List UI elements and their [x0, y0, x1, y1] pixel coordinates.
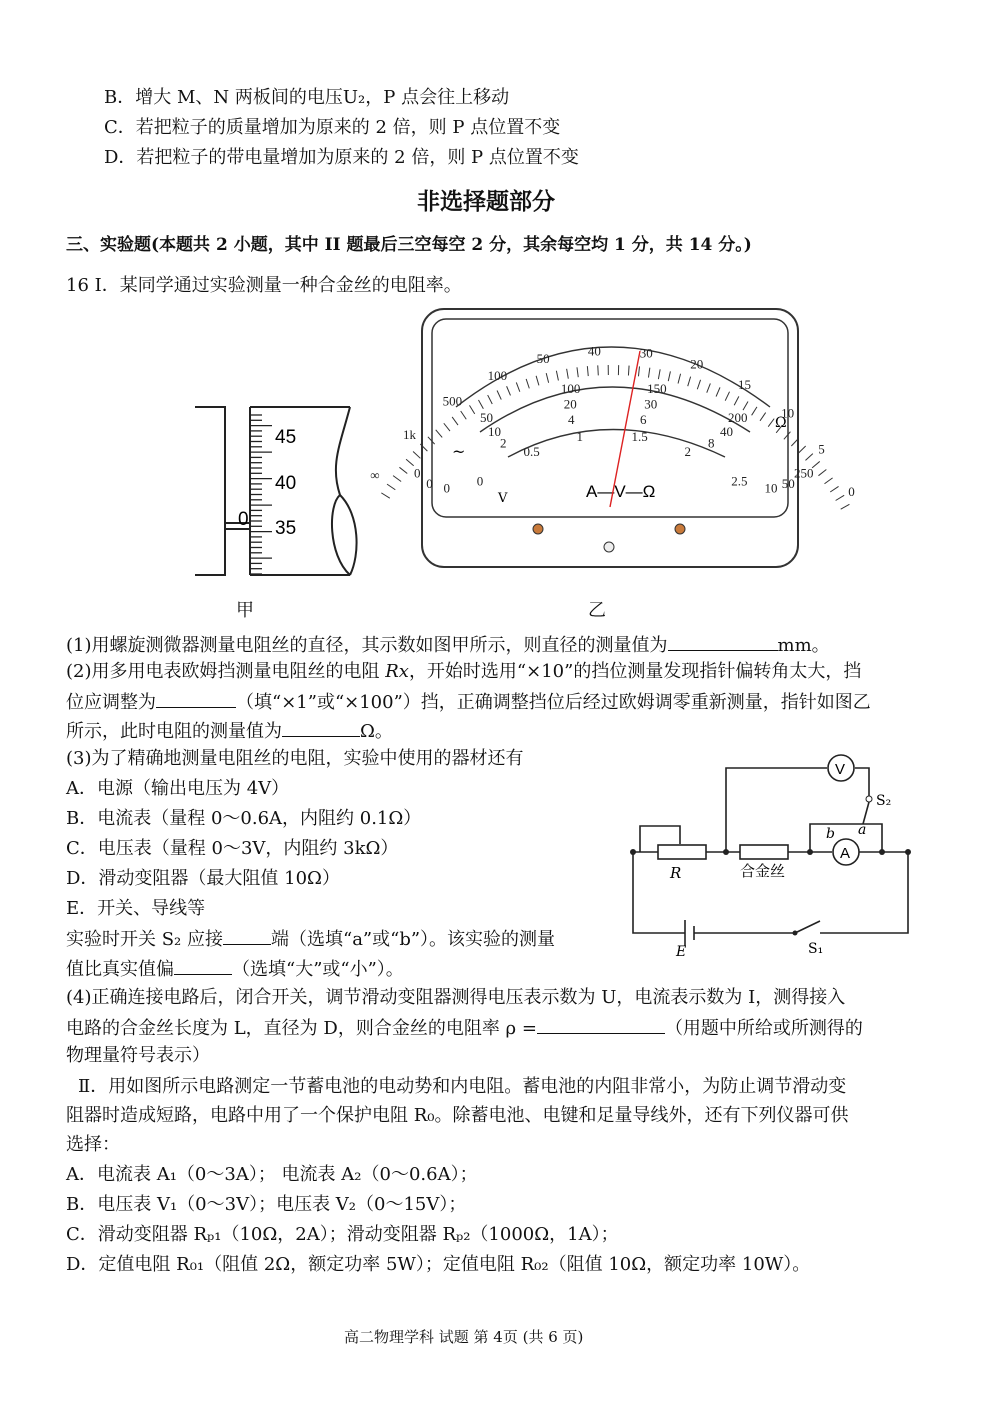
- instrument-item: B．电压表 V₁（0～3V）；电压表 V₂（0～15V）；: [66, 1194, 467, 1215]
- question-16-intro: 16 Ⅰ．某同学通过实验测量一种合金丝的电阻率。: [66, 275, 462, 296]
- ac-scale-label: 2: [684, 444, 692, 460]
- dc-scale-label: 100: [560, 380, 581, 396]
- ac-scale-label: 2.5: [731, 473, 748, 489]
- q3-text: （选填“大”或“小”）。: [232, 959, 404, 980]
- meter-label: A—V—Ω: [586, 482, 656, 501]
- ohm-scale-label: 5: [818, 441, 825, 457]
- ac-scale-label: 0: [476, 473, 484, 489]
- figure-caption-jia: 甲: [236, 600, 254, 621]
- dc-scale-label: 0: [414, 465, 421, 481]
- ohm-scale-label: 1k: [403, 427, 417, 443]
- ohm-scale-label: 0: [848, 484, 855, 499]
- alloy-wire-label: 合金丝: [740, 862, 786, 880]
- option-d: D．若把粒子的带电量增加为原来的 2 倍，则 P 点位置不变: [104, 147, 579, 168]
- question-2-line-3: [66, 718, 393, 744]
- ac-symbol: ~: [452, 442, 466, 461]
- ohm-scale-label: ∞: [370, 467, 380, 483]
- ohm-scale-label: 20: [690, 356, 704, 372]
- v-symbol: V: [498, 491, 508, 506]
- equipment-item: A．电源（输出电压为 4V）: [66, 778, 290, 799]
- q2-text: (2)用多用电表欧姆挡测量电阻丝的电阻: [66, 661, 386, 682]
- ohm-scale-label: 50: [536, 351, 550, 367]
- ac-scale-label: 1: [576, 428, 583, 444]
- q2-text: Ω。: [360, 721, 393, 742]
- dc-scale-label: 4: [567, 412, 575, 428]
- equipment-item: D．滑动变阻器（最大阻值 10Ω）: [66, 868, 340, 889]
- answer-blank[interactable]: [156, 689, 236, 708]
- q1-unit: mm。: [777, 635, 830, 656]
- terminal-a-label: a: [858, 822, 867, 838]
- switch-s2-label: S₂: [876, 793, 892, 809]
- question-3-intro: (3)为了精确地测量电阻丝的电阻，实验中使用的器材还有: [66, 748, 524, 769]
- answer-blank[interactable]: [223, 926, 271, 945]
- terminal-b-label: b: [826, 826, 835, 842]
- q2-text: ，开始时选用“×10”的挡位测量发现指针偏转角太大，挡: [408, 661, 862, 682]
- answer-blank[interactable]: [668, 632, 778, 651]
- switch-s1-label: S₁: [808, 941, 824, 957]
- instrument-item: D．定值电阻 R₀₁（阻值 2Ω，额定功率 5W）；定值电阻 R₀₂（阻值 10Ω，额定功率 10W）。: [66, 1254, 811, 1275]
- battery-label: E: [676, 944, 687, 960]
- instrument-item: A．电流表 A₁（0～3A）； 电流表 A₂（0～0.6A）；: [66, 1164, 478, 1185]
- ohm-scale-label: 10: [781, 405, 795, 421]
- ac-scale-label: 0.5: [523, 444, 540, 460]
- question-4-line-1: (4)正确连接电路后，闭合开关，调节滑动变阻器测得电压表示数为 U，电流表示数为 I，测得接入: [66, 987, 846, 1008]
- part2-line-2: 阻器时造成短路，电路中用了一个保护电阻 R₀。除蓄电池、电键和足量导线外，还有下列仪器可供: [66, 1105, 849, 1126]
- q4-text: 电路的合金丝长度为 L，直径为 D，则合金丝的电阻率 ρ =: [66, 1018, 537, 1039]
- question-2-line-2: [66, 689, 871, 715]
- part2-line-3: 选择：: [66, 1134, 120, 1155]
- meter-zero-screw: [604, 542, 614, 552]
- rheostat-label: R: [670, 864, 682, 882]
- dc-scale-label: 200: [728, 410, 748, 426]
- micrometer-tick-label: 45: [275, 427, 297, 448]
- dc-scale-label: 250: [793, 465, 814, 481]
- option-c: C．若把粒子的质量增加为原来的 2 倍，则 P 点位置不变: [104, 117, 561, 138]
- figure-caption-yi: 乙: [588, 600, 606, 621]
- ohm-scale-label: 30: [639, 345, 653, 361]
- question-1: [66, 632, 830, 658]
- answer-blank[interactable]: [537, 1015, 665, 1034]
- question-3-error: [66, 956, 404, 982]
- q2-text: 所示，此时电阻的测量值为: [66, 721, 282, 742]
- question-4-line-2: [66, 1015, 863, 1041]
- ohm-scale-label: 100: [487, 368, 508, 384]
- dc-scale-label: 10: [764, 480, 778, 496]
- q2-text: 位应调整为: [66, 692, 156, 713]
- multimeter-figure: [370, 307, 855, 569]
- voltmeter-label: V: [835, 761, 846, 778]
- rx-symbol: Rx: [385, 661, 409, 682]
- ohm-scale-label: 40: [587, 343, 601, 359]
- dc-scale-label: 150: [647, 380, 667, 396]
- equipment-item: E．开关、导线等: [66, 898, 206, 919]
- answer-blank[interactable]: [282, 718, 360, 737]
- meter-knob-right: [675, 524, 685, 534]
- dc-scale-label: 50: [781, 475, 795, 491]
- dc-scale-label: 2: [499, 435, 507, 451]
- meter-knob-left: [533, 524, 543, 534]
- ohm-symbol: Ω: [775, 415, 787, 431]
- dc-scale-label: 6: [640, 412, 647, 428]
- ohm-scale-label: 500: [442, 393, 463, 409]
- dc-scale-label: 30: [644, 396, 658, 412]
- question-4-line-3: 物理量符号表示）: [66, 1045, 210, 1066]
- part2-line-1: Ⅱ．用如图所示电路测定一节蓄电池的电动势和内电阻。蓄电池的内阻非常小，为防止调节滑动变: [78, 1076, 847, 1097]
- dc-scale-label: 40: [720, 424, 733, 440]
- part-heading: 三、实验题(本题共 2 小题，其中 II 题最后三空每空 2 分，其余每空均 1 分，共 14 分。): [66, 235, 752, 255]
- answer-blank[interactable]: [174, 956, 232, 975]
- dc-scale-label: 8: [708, 435, 715, 451]
- dc-scale-label: 0: [426, 475, 433, 491]
- micrometer-zero-label: 0: [238, 509, 249, 530]
- dc-scale-label: 20: [563, 396, 577, 412]
- option-b: B．增大 M、N 两板间的电压U₂，P 点会往上移动: [104, 87, 510, 108]
- q3-text: 端（选填“a”或“b”）。该实验的测量: [271, 929, 556, 950]
- page-footer: 高二物理学科 试题 第 4页 (共 6 页): [344, 1328, 584, 1346]
- equipment-item: B．电流表（量程 0～0.6A，内阻约 0.1Ω）: [66, 808, 422, 829]
- question-3-switch: [66, 926, 555, 952]
- q2-text: （填“×1”或“×100”）挡，正确调整挡位后经过欧姆调零重新测量，指针如图乙: [236, 692, 871, 713]
- q4-text: （用题中所给或所测得的: [664, 1018, 863, 1039]
- micrometer-figure: [190, 395, 370, 590]
- dc-scale-label: 50: [480, 410, 493, 426]
- micrometer-tick-label: 40: [275, 473, 297, 494]
- instrument-item: C．滑动变阻器 Rₚ₁（10Ω，2A）；滑动变阻器 Rₚ₂（1000Ω，1A）；: [66, 1224, 619, 1245]
- micrometer-tick-label: 35: [275, 518, 297, 539]
- q3-text: 实验时开关 S₂ 应接: [66, 929, 223, 950]
- ac-scale-label: 1.5: [631, 428, 648, 444]
- section-title: 非选择题部分: [417, 189, 555, 215]
- question-2-line-1: [66, 660, 861, 684]
- equipment-item: C．电压表（量程 0～3V，内阻约 3kΩ）: [66, 838, 399, 859]
- ammeter-label: A: [840, 845, 851, 862]
- ohm-scale-label: 15: [737, 376, 751, 392]
- dc-scale-label: 0: [443, 480, 450, 496]
- circuit-diagram: [620, 758, 920, 964]
- q3-text: 值比真实值偏: [66, 959, 174, 980]
- q1-text: (1)用螺旋测微器测量电阻丝的直径，其示数如图甲所示，则直径的测量值为: [66, 635, 668, 656]
- dc-scale-label: 10: [488, 424, 501, 440]
